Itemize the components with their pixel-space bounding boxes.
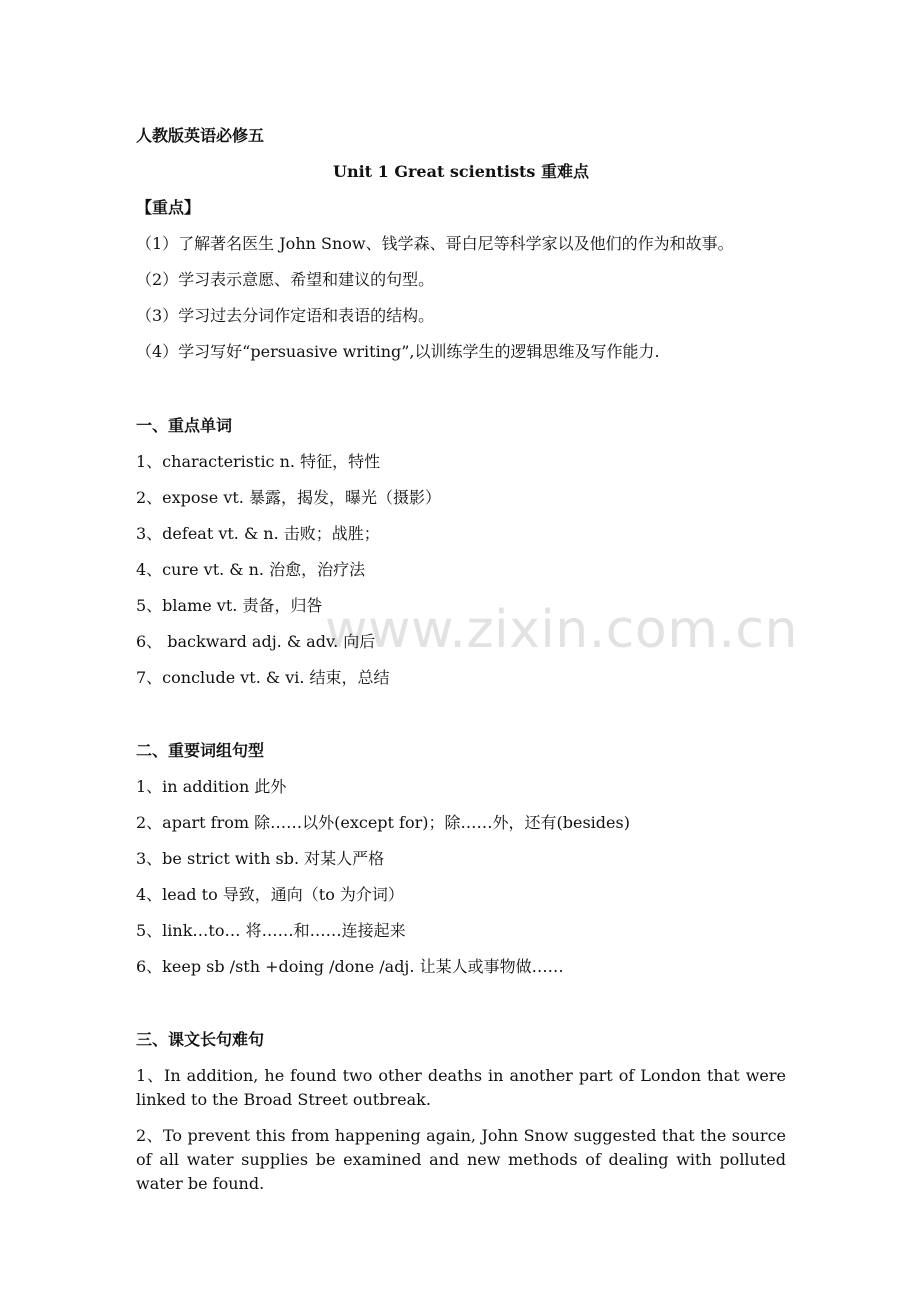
key-point-item: （3）学习过去分词作定语和表语的结构。	[136, 306, 435, 325]
phrase-item: 5、link…to… 将……和……连接起来	[136, 921, 406, 940]
word-item: 2、expose vt. 暴露，揭发，曝光（摄影）	[136, 488, 441, 507]
sentence-item: 2、To prevent this from happening again, John Snow suggested that the source of all water supplies be examined and new methods of dealing with polluted water be found.	[136, 1126, 786, 1193]
word-item: 5、blame vt. 责备，归咎	[136, 596, 323, 615]
word-item: 7、conclude vt. & vi. 结束，总结	[136, 668, 390, 687]
word-item: 6、 backward adj. & adv. 向后	[136, 632, 376, 651]
key-point-item: （4）学习写好“persuasive writing”,以训练学生的逻辑思维及写作能力.	[136, 342, 660, 361]
phrase-item: 2、apart from 除……以外(except for)；除……外，还有(besides)	[136, 813, 630, 832]
unit-title: Unit 1 Great scientists 重难点	[332, 162, 590, 181]
sentence-item: 1、In addition, he found two other deaths in another part of London that were linked to the Broad Street outbreak.	[136, 1066, 786, 1109]
section-sentences-heading: 三、课文长句难句	[136, 1030, 265, 1049]
phrase-item: 6、keep sb /sth +doing /done /adj. 让某人或事物做……	[136, 957, 564, 976]
watermark: www.zixin.com.cn	[325, 600, 798, 660]
phrase-item: 3、be strict with sb. 对某人严格	[136, 849, 385, 868]
key-point-item: （1）了解著名医生 John Snow、钱学森、哥白尼等科学家以及他们的作为和故事。	[136, 234, 734, 253]
phrase-item: 4、lead to 导致，通向（to 为介词）	[136, 885, 404, 904]
key-point-item: （2）学习表示意愿、希望和建议的句型。	[136, 270, 435, 289]
key-points-heading: 【重点】	[136, 198, 201, 217]
section-phrases-heading: 二、重要词组句型	[136, 741, 265, 760]
word-item: 3、defeat vt. & n. 击败；战胜；	[136, 524, 380, 543]
phrase-item: 1、in addition 此外	[136, 777, 287, 796]
book-title: 人教版英语必修五	[136, 126, 265, 145]
word-item: 1、characteristic n. 特征，特性	[136, 452, 381, 471]
section-words-heading: 一、重点单词	[136, 416, 233, 435]
word-item: 4、cure vt. & n. 治愈，治疗法	[136, 560, 366, 579]
